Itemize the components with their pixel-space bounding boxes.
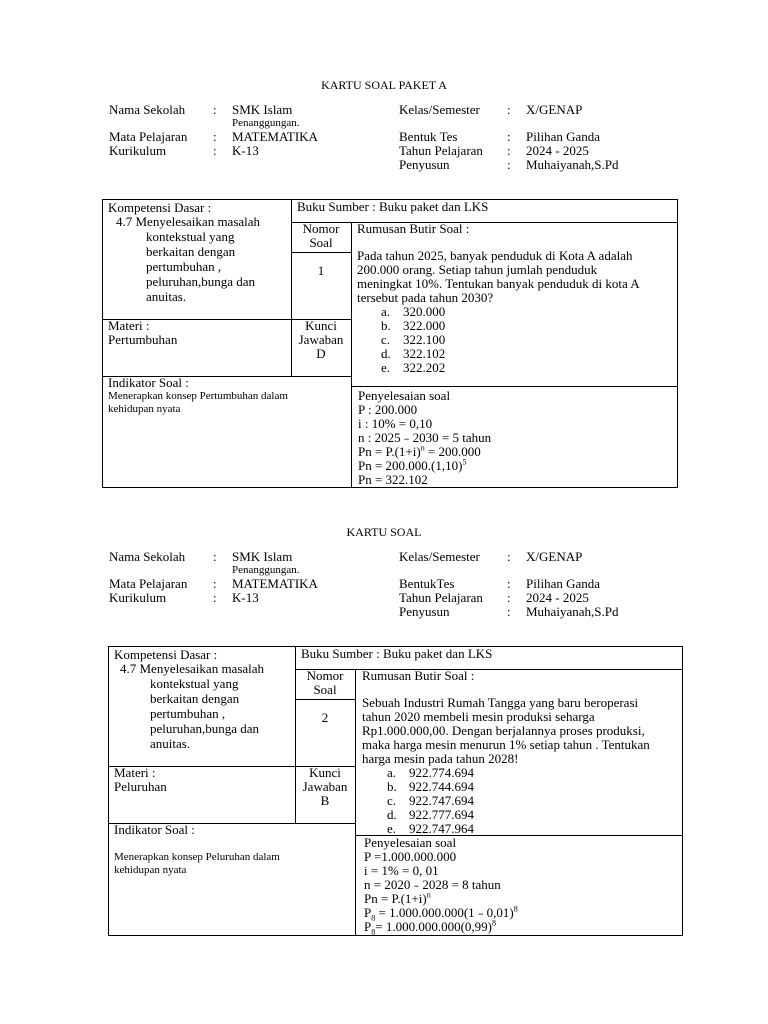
value-bentuk-tes: Pilihan Ganda xyxy=(526,576,601,591)
solution-line: n = 2020 – 2028 = 8 tahun xyxy=(364,877,501,892)
kd-line: kontekstual yang xyxy=(146,229,235,244)
nomor-soal-label: Nomor xyxy=(306,668,344,683)
label-nama-sekolah: Nama Sekolah xyxy=(109,549,186,564)
option-value: 922.744.694 xyxy=(409,779,474,794)
solution-line: $Pn = 200.000.(1,10)^5$ xyxy=(358,457,467,473)
colon: : xyxy=(213,590,217,605)
option-letter: e. xyxy=(381,360,391,375)
colon: : xyxy=(507,549,511,564)
solution-line: $P_8 = 1.000.000.000(1 - 0,01)^8$ xyxy=(364,904,518,923)
buku-sumber: Buku Sumber : Buku paket dan LKS xyxy=(297,199,489,214)
indikator-soal-label: Indikator Soal : xyxy=(108,375,189,390)
value-nama-sekolah: SMK Islam xyxy=(232,549,293,564)
label-penyusun: Penyusun xyxy=(399,157,450,172)
value-tahun-pelajaran: 2024 - 2025 xyxy=(526,590,589,605)
colon: : xyxy=(507,102,511,117)
option-letter: a. xyxy=(381,304,391,319)
buku-sumber: Buku Sumber : Buku paket dan LKS xyxy=(301,646,493,661)
option-value: 322.100 xyxy=(403,332,446,347)
nomor-soal-label: Soal xyxy=(313,682,337,697)
value-kelas-semester: X/GENAP xyxy=(526,549,583,564)
colon: : xyxy=(507,604,511,619)
value-mata-pelajaran: MATEMATIKA xyxy=(232,576,318,591)
option-letter: c. xyxy=(387,793,397,808)
nomor-soal-value: 2 xyxy=(321,710,329,725)
indikator-line: kehidupan nyata xyxy=(114,864,187,876)
option-letter: b. xyxy=(387,779,397,794)
value-nama-sekolah: SMK Islam xyxy=(232,102,293,117)
question-line: Pada tahun 2025, banyak penduduk di Kota A adalah xyxy=(357,248,633,263)
solution-line: Pn = 322.102 xyxy=(358,472,428,487)
solution-line: i = 1% = 0, 01 xyxy=(364,863,439,878)
label-tahun-pelajaran: Tahun Pelajaran xyxy=(399,590,483,605)
option-value: 322.202 xyxy=(403,360,446,375)
option-value: 922.747.964 xyxy=(409,821,474,836)
value-nama-sekolah-cont: Penanggungan. xyxy=(232,117,300,129)
value-mata-pelajaran: MATEMATIKA xyxy=(232,129,318,144)
materi-label: Materi : xyxy=(114,765,156,780)
colon: : xyxy=(507,143,511,158)
option-value: 922.774.694 xyxy=(409,765,474,780)
kd-line: 4.7 Menyelesaikan masalah xyxy=(116,214,261,229)
label-mata-pelajaran: Mata Pelajaran xyxy=(109,129,188,144)
option-letter: c. xyxy=(381,332,391,347)
rumusan-butir-soal-label: Rumusan Butir Soal : xyxy=(357,221,470,236)
kunci-jawaban-label: Kunci xyxy=(309,765,341,780)
question-line: Rp1.000.000,00. Dengan berjalannya proses produksi, xyxy=(362,723,645,738)
question-line: tersebut pada tahun 2030? xyxy=(357,290,494,305)
kunci-jawaban-value: D xyxy=(316,346,326,361)
colon: : xyxy=(213,102,217,117)
value-penyusun: Muhaiyanah,S.Pd xyxy=(526,157,619,172)
indikator-line: kehidupan nyata xyxy=(108,403,181,415)
label-kurikulum: Kurikulum xyxy=(109,590,167,605)
indikator-line: Menerapkan konsep Peluruhan dalam xyxy=(114,851,280,863)
indikator-soal-label: Indikator Soal : xyxy=(114,822,195,837)
kd-line: berkaitan dengan xyxy=(150,691,240,706)
option-value: 322.102 xyxy=(403,346,446,361)
divider xyxy=(291,252,351,253)
divider xyxy=(351,386,678,387)
colon: : xyxy=(507,576,511,591)
value-kurikulum: K-13 xyxy=(232,590,259,605)
kd-line: peluruhan,bunga dan xyxy=(146,274,256,289)
rumusan-butir-soal-label: Rumusan Butir Soal : xyxy=(362,668,475,683)
nomor-soal-label: Soal xyxy=(309,235,333,250)
label-kelas-semester: Kelas/Semester xyxy=(399,549,480,564)
question-line: maka harga mesin menurun 1% setiap tahun . Tentukan xyxy=(362,737,650,752)
kd-line: peluruhan,bunga dan xyxy=(150,721,260,736)
materi-label: Materi : xyxy=(108,318,150,333)
kunci-jawaban-value: B xyxy=(320,793,330,808)
penyelesaian-soal-label: Penyelesaian soal xyxy=(364,835,457,850)
option-value: 922.747.694 xyxy=(409,793,474,808)
option-letter: e. xyxy=(387,821,397,836)
question-line: harga mesin pada tahun 2028! xyxy=(362,751,519,766)
colon: : xyxy=(507,157,511,172)
value-tahun-pelajaran: 2024 - 2025 xyxy=(526,143,589,158)
label-tahun-pelajaran: Tahun Pelajaran xyxy=(399,143,483,158)
question-line: Sebuah Industri Rumah Tangga yang baru beroperasi xyxy=(362,695,639,710)
solution-line: $P_8= 1.000.000.000(0,99)^8$ xyxy=(364,918,496,937)
kd-line: 4.7 Menyelesaikan masalah xyxy=(120,661,265,676)
solution-line: i : 10% = 0,10 xyxy=(358,416,433,431)
question-line: 200.000 orang. Setiap tahun jumlah penduduk xyxy=(357,262,598,277)
kd-line: pertumbuhan , xyxy=(150,706,226,721)
kd-line: kontekstual yang xyxy=(150,676,239,691)
card-title: KARTU SOAL xyxy=(346,525,422,539)
colon: : xyxy=(507,129,511,144)
question-line: meningkat 10%. Tentukan banyak penduduk di kota A xyxy=(357,276,640,291)
colon: : xyxy=(213,143,217,158)
label-penyusun: Penyusun xyxy=(399,604,450,619)
divider xyxy=(295,699,355,700)
option-value: 322.000 xyxy=(403,318,446,333)
value-bentuk-tes: Pilihan Ganda xyxy=(526,129,601,144)
nomor-soal-label: Nomor xyxy=(302,221,340,236)
card-title: KARTU SOAL PAKET A xyxy=(321,78,447,92)
solution-line: $Pn = P.(1+i)^n$ xyxy=(364,890,431,906)
kunci-jawaban-label: Kunci xyxy=(305,318,337,333)
option-letter: d. xyxy=(387,807,397,822)
penyelesaian-soal-label: Penyelesaian soal xyxy=(358,388,451,403)
solution-line: n : 2025 – 2030 = 5 tahun xyxy=(358,430,492,445)
label-mata-pelajaran: Mata Pelajaran xyxy=(109,576,188,591)
label-bentuk-tes: BentukTes xyxy=(399,576,455,591)
kompetensi-dasar-label: Kompetensi Dasar : xyxy=(108,200,212,215)
colon: : xyxy=(213,576,217,591)
kompetensi-dasar-label: Kompetensi Dasar : xyxy=(114,647,218,662)
value-nama-sekolah-cont: Penanggungan. xyxy=(232,564,300,576)
option-letter: b. xyxy=(381,318,391,333)
kunci-jawaban-label: Jawaban xyxy=(298,332,344,347)
solution-line: P : 200.000 xyxy=(358,402,418,417)
label-nama-sekolah: Nama Sekolah xyxy=(109,102,186,117)
label-kelas-semester: Kelas/Semester xyxy=(399,102,480,117)
value-kelas-semester: X/GENAP xyxy=(526,102,583,117)
solution-line: $Pn = P.(1+i)^n = 200.000$ xyxy=(358,443,481,459)
kd-line: anuitas. xyxy=(146,289,187,304)
kd-line: berkaitan dengan xyxy=(146,244,236,259)
kunci-jawaban-label: Jawaban xyxy=(302,779,348,794)
colon: : xyxy=(507,590,511,605)
divider xyxy=(351,222,352,488)
materi-value: Pertumbuhan xyxy=(108,332,178,347)
colon: : xyxy=(213,129,217,144)
label-bentuk-tes: Bentuk Tes xyxy=(399,129,458,144)
question-line: tahun 2020 membeli mesin produksi seharga xyxy=(362,709,595,724)
value-kurikulum: K-13 xyxy=(232,143,259,158)
indikator-line: Menerapkan konsep Pertumbuhan dalam xyxy=(108,390,288,402)
option-value: 922.777.694 xyxy=(409,807,474,822)
kd-line: anuitas. xyxy=(150,736,191,751)
nomor-soal-value: 1 xyxy=(317,263,325,278)
option-letter: a. xyxy=(387,765,397,780)
materi-value: Peluruhan xyxy=(114,779,167,794)
solution-line: P =1.000.000.000 xyxy=(364,849,457,864)
divider xyxy=(355,669,356,936)
label-kurikulum: Kurikulum xyxy=(109,143,167,158)
option-value: 320.000 xyxy=(403,304,446,319)
value-penyusun: Muhaiyanah,S.Pd xyxy=(526,604,619,619)
colon: : xyxy=(213,549,217,564)
option-letter: d. xyxy=(381,346,391,361)
kd-line: pertumbuhan , xyxy=(146,259,222,274)
